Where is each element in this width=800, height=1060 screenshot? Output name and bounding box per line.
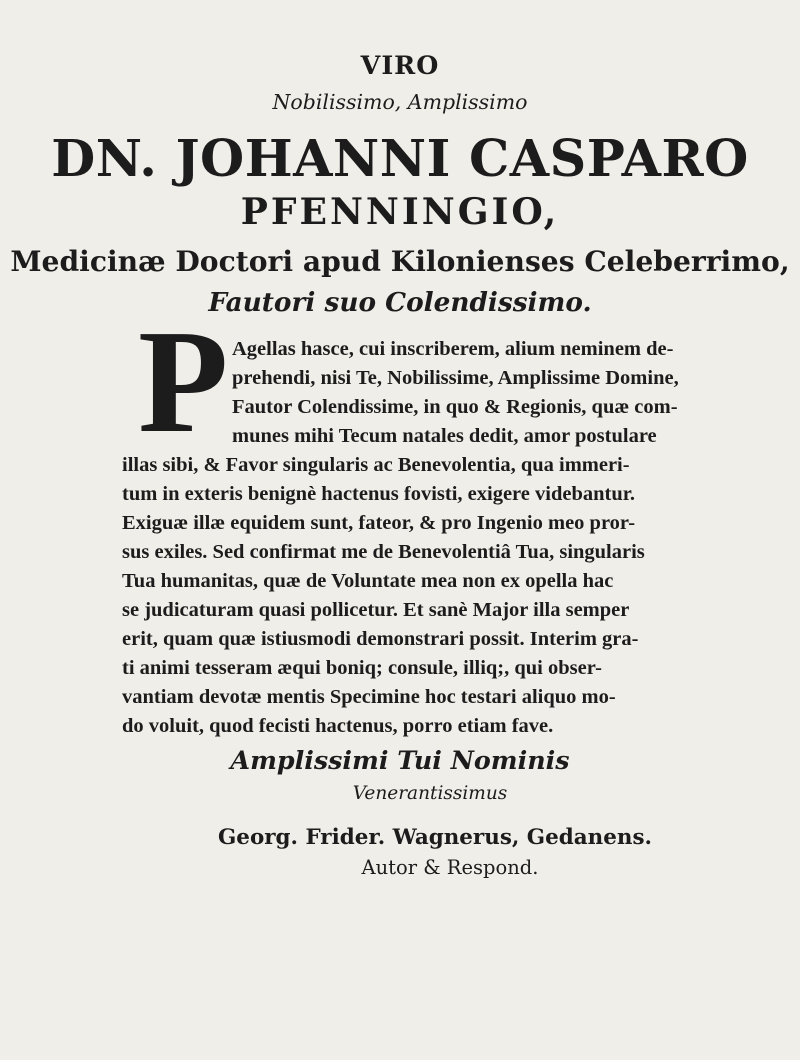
- drop-cap: P: [138, 300, 229, 464]
- body-line: ti animi tesseram æqui boniq; consule, illiq;, qui obser-: [122, 657, 602, 679]
- heading-fautori: Fautori suo Colendissimo.: [208, 287, 592, 318]
- signature-line-2: Venerantissimus: [352, 783, 508, 804]
- heading-surname: PFENNINGIO,: [240, 190, 560, 233]
- heading-viro: VIRO: [360, 50, 440, 80]
- heading-title-line: Medicinæ Doctori apud Kilonienses Celeberrimo,: [10, 245, 790, 278]
- body-line: tum in exteris benignè hactenus fovisti, exigere videbantur.: [122, 483, 636, 505]
- heading-name: DN. JOHANNI CASPARO: [51, 128, 749, 188]
- body-line: Fautor Colendissime, in quo & Regionis, quæ com-: [232, 396, 678, 418]
- body-line: vantiam devotæ mentis Specimine hoc testari aliquo mo-: [122, 686, 616, 708]
- body-line: Agellas hasce, cui inscriberem, alium neminem de-: [232, 338, 674, 360]
- body-line: munes mihi Tecum natales dedit, amor postulare: [232, 425, 657, 447]
- signature-role: Autor & Respond.: [361, 856, 539, 879]
- body-line: illas sibi, & Favor singularis ac Benevolentia, qua immeri-: [122, 454, 630, 476]
- body-line: sus exiles. Sed confirmat me de Benevolentiâ Tua, singularis: [122, 541, 645, 563]
- signature-author: Georg. Frider. Wagnerus, Gedanens.: [218, 825, 652, 850]
- body-line: do voluit, quod fecisti hactenus, porro etiam fave.: [122, 715, 554, 737]
- body-line: se judicaturam quasi pollicetur. Et sanè Major illa semper: [122, 599, 630, 621]
- body-line: Exiguæ illæ equidem sunt, fateor, & pro Ingenio meo pror-: [122, 512, 636, 534]
- body-line: Tua humanitas, quæ de Voluntate mea non ex opella hac: [122, 570, 614, 592]
- body-line: prehendi, nisi Te, Nobilissime, Amplissime Domine,: [232, 367, 679, 389]
- body-line: erit, quam quæ istiusmodi demonstrari possit. Interim gra-: [122, 628, 639, 650]
- heading-epithet: Nobilissimo, Amplissimo: [272, 90, 528, 114]
- signature-line-1: Amplissimi Tui Nominis: [230, 745, 570, 775]
